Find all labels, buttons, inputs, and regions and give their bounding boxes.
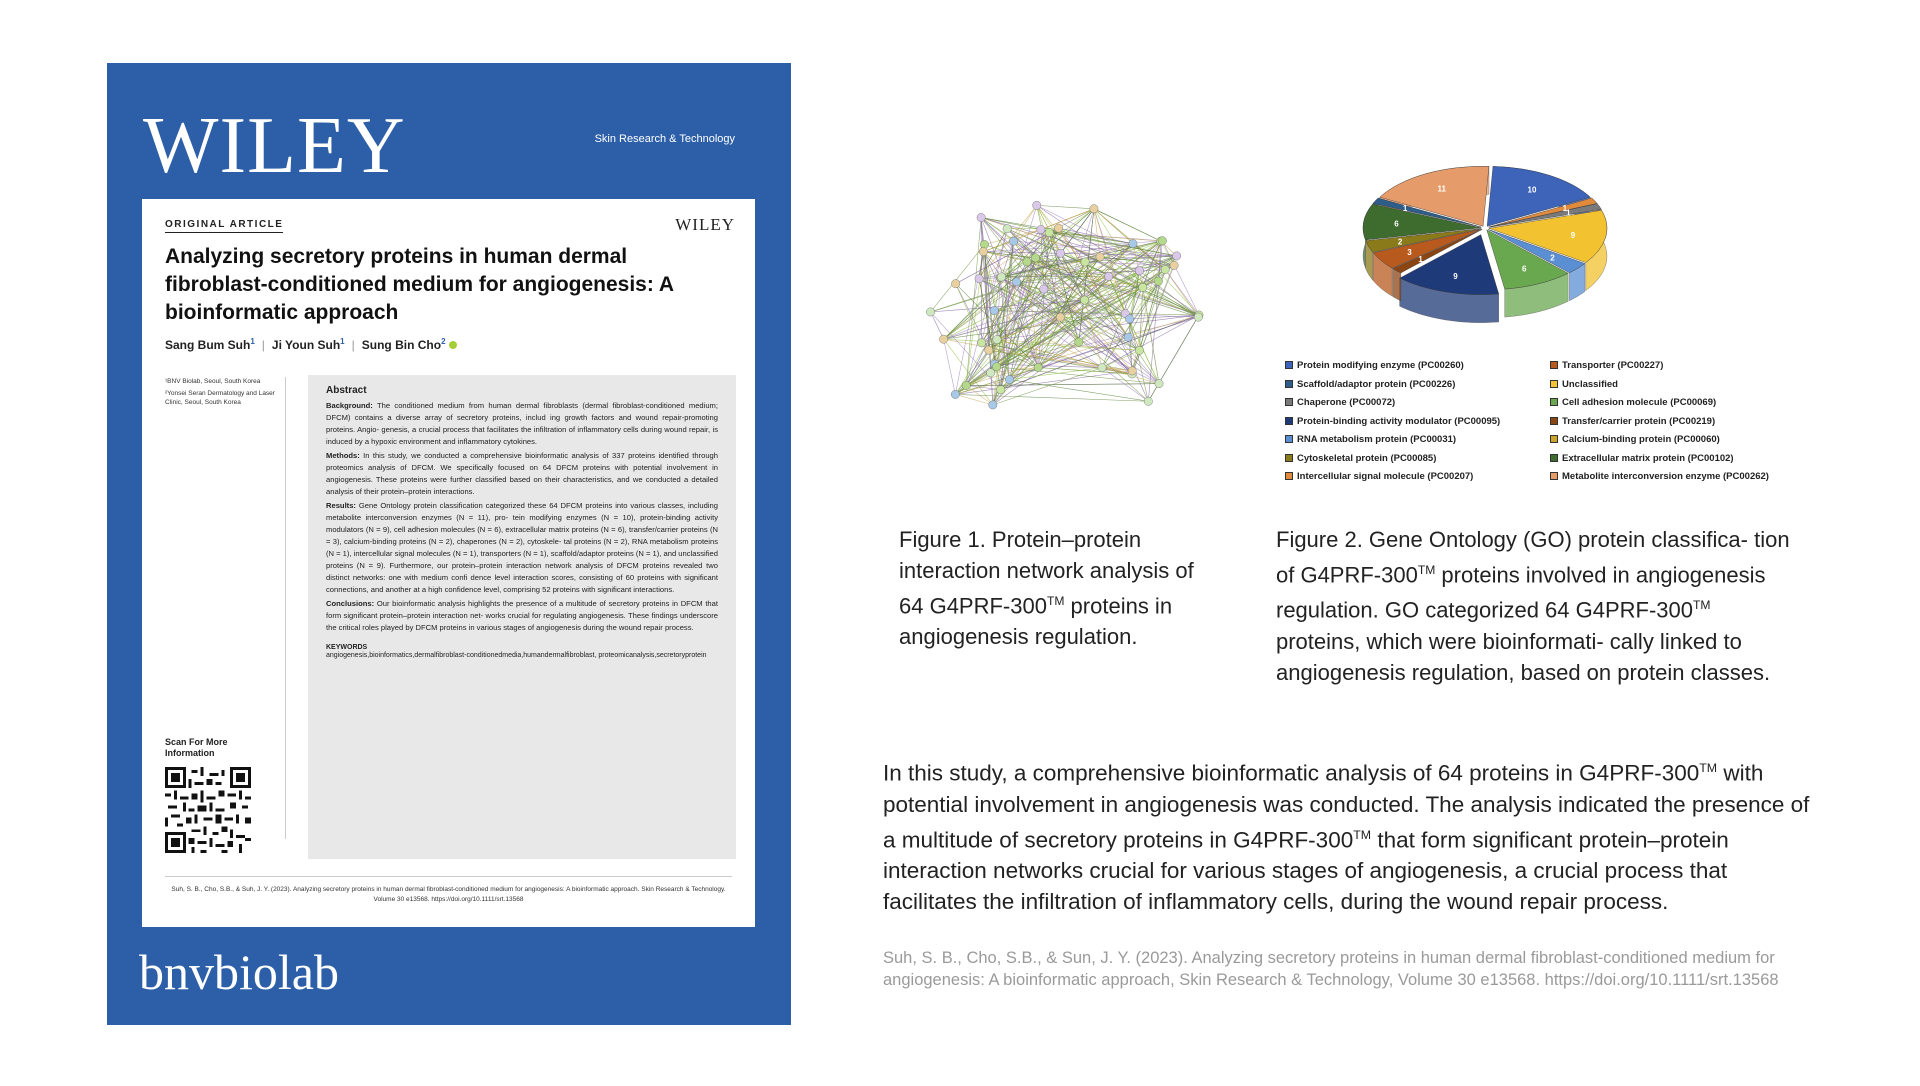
abstract-text: Gene Ontology protein classification categorized these 64 DFCM proteins into various classes, including metabolite interconversion enzymes (N = 11), pro- tein modifying enzymes (N = 10), protein-binding activity modulators (N = 9), cell adhesion molecules (N = 6), extracellular matrix proteins (N = 6), transfer/carrier proteins (N = 3), calcium-binding proteins (N = 2), chaperones (N = 2), cytoskele- tal proteins (N = 2), RNA metabolism proteins (N = 1), intercellular signal molecules (N = 1), transporters (N = 1), scaffold/adaptor proteins (N = 1), and unclassified proteins (N = 9). Furthermore, our protein–protein interaction network analysis of DFCM proteins revealed two distinct networks: one with medium confi dence level interaction scores, consisting of 60 proteins with significant connections, and another at a high confidence level, comprising 52 proteins with significant interactions. xyxy=(326,501,718,594)
pie-value-label: 3 xyxy=(1407,247,1412,257)
legend-swatch xyxy=(1285,435,1293,443)
legend-swatch xyxy=(1285,380,1293,388)
network-node xyxy=(1009,237,1017,245)
author-separator: | xyxy=(351,338,355,352)
legend-label: Metabolite interconversion enzyme (PC00262) xyxy=(1562,471,1769,482)
network-node xyxy=(997,273,1005,281)
legend-swatch xyxy=(1285,361,1293,369)
network-node xyxy=(977,339,985,347)
legend-swatch xyxy=(1285,472,1293,480)
legend-item xyxy=(1285,450,1500,469)
network-edge xyxy=(931,312,944,339)
legend-item xyxy=(1285,413,1500,432)
legend-item xyxy=(1285,468,1500,487)
pie-value-label: 1 xyxy=(1418,255,1423,265)
abstract-text: Our bioinformatic analysis highlights the presence of a multitude of secretory proteins in DFCM that form significant protein–protein interaction net- works crucial for regulating angiogenesis. These findings underscore the critical roles played by DFCM proteins in various stages of angiogenesis during the wound repair process. xyxy=(326,599,718,632)
network-node xyxy=(1012,278,1020,286)
legend-column-right xyxy=(1550,357,1769,487)
legend-label: Intercellular signal molecule (PC00207) xyxy=(1297,471,1474,482)
legend-swatch xyxy=(1285,417,1293,425)
network-node xyxy=(926,308,934,316)
legend-label: Extracellular matrix protein (PC00102) xyxy=(1562,452,1734,464)
network-edge xyxy=(1037,205,1094,208)
network-node xyxy=(1023,258,1031,266)
legend-item xyxy=(1285,431,1500,450)
network-node xyxy=(1080,296,1088,304)
legend-swatch xyxy=(1550,472,1558,480)
abstract-text: In this study, we conducted a comprehensive bioinformatic analysis of 337 proteins identified through proteomics analysis of DFCM. We specifically focused on 64 DFCM proteins with potential involvement in angiogenesis. These proteins were further classified based on their characteristics, and we conducted a detailed analysis of their protein–protein interactions. xyxy=(326,451,718,496)
legend-swatch xyxy=(1550,435,1558,443)
network-node xyxy=(1135,267,1143,275)
network-node xyxy=(1135,346,1143,354)
network-node xyxy=(939,335,947,343)
protein-network-figure xyxy=(890,175,1220,455)
network-node xyxy=(979,247,987,255)
summary-text: with potential involvement in angiogenesis was conducted. The analysis indicated the presence of a multitude of secretory proteins in G4PRF-300 xyxy=(883,760,1810,852)
network-node xyxy=(951,390,959,398)
column-divider xyxy=(285,377,286,839)
abstract-section xyxy=(326,450,718,498)
legend-swatch xyxy=(1550,361,1558,369)
network-node xyxy=(997,386,1005,394)
network-node xyxy=(962,381,970,389)
network-node xyxy=(989,401,997,409)
legend-label: Transfer/carrier protein (PC00219) xyxy=(1562,415,1716,427)
caption-text: proteins involved in angiogenesis regulation. GO categorized 64 G4PRF-300 xyxy=(1276,562,1766,623)
reference-citation: Suh, S. B., Cho, S.B., & Sun, J. Y. (2023). Analyzing secretory proteins in human dermal fibroblast-conditioned medium for angiogenesis: A bioinformatic approach, Skin Research & Technology, Volume 30 e13568. https://doi.org/10.1111/srt.13568 xyxy=(883,949,1779,989)
legend-item xyxy=(1550,376,1769,395)
legend-item xyxy=(1550,431,1769,450)
pie-value-label: 6 xyxy=(1394,219,1399,229)
go-pie-chart xyxy=(1340,150,1630,340)
abstract-label: Results: xyxy=(326,501,356,510)
network-node xyxy=(1128,367,1136,375)
network-edge xyxy=(956,284,982,343)
network-edge xyxy=(1009,380,1148,402)
caption-text: proteins, which were bioinformati- cally linked to angiogenesis regulation, based on protein classes. xyxy=(1276,628,1771,685)
paper-citation: Suh, S. B., Cho, S.B., & Suh, J. Y. (2023). Analyzing secretory proteins in human dermal fibroblast-conditioned medium for angiogenesis: A bioinformatic approach. Skin Research & Technology. Volume 30 e13568. https://doi.org/10.1111/srt.13568 xyxy=(171,886,726,903)
legend-label: Calcium-binding protein (PC00060) xyxy=(1562,434,1720,445)
author-separator: | xyxy=(261,338,265,352)
affiliation: ¹BNV Biolab, Seoul, South Korea xyxy=(165,378,261,385)
abstract-label: Background: xyxy=(326,401,373,410)
network-node xyxy=(951,280,959,288)
legend-swatch xyxy=(1550,454,1558,462)
legend-column-left xyxy=(1285,357,1500,487)
legend-swatch xyxy=(1285,454,1293,462)
network-node xyxy=(1054,224,1062,232)
network-node xyxy=(1056,249,1064,257)
affiliation: ²Yonsei Seran Dermatology and Laser Clinic, Seoul, South Korea xyxy=(165,390,275,406)
network-node xyxy=(1056,313,1064,321)
legend-swatch xyxy=(1550,417,1558,425)
bnvbiolab-logo: bnvbiolab xyxy=(139,944,339,1000)
network-node xyxy=(1172,252,1180,260)
pie-value-label: 6 xyxy=(1522,264,1527,274)
trademark: TM xyxy=(1353,827,1372,842)
network-node xyxy=(993,335,1001,343)
wiley-logo: WILEY xyxy=(143,102,406,190)
legend-swatch xyxy=(1285,398,1293,406)
article-type: ORIGINAL ARTICLE xyxy=(165,219,283,233)
network-node xyxy=(1031,254,1039,262)
network-edge xyxy=(955,394,1148,401)
legend-item xyxy=(1285,357,1500,376)
abstract-box xyxy=(308,375,736,859)
network-node xyxy=(1090,205,1098,213)
abstract-heading: Abstract xyxy=(326,385,367,396)
pie-value-label: 1 xyxy=(1566,208,1571,218)
footer-divider xyxy=(165,876,732,877)
legend-swatch xyxy=(1550,380,1558,388)
wiley-small-logo: WILEY xyxy=(675,215,735,234)
network-node xyxy=(1037,225,1045,233)
network-edge xyxy=(955,394,992,404)
network-node xyxy=(1144,397,1152,405)
summary-text: In this study, a comprehensive bioinformatic analysis of 64 proteins in G4PRF-300 xyxy=(883,760,1700,786)
pie-value-label: 10 xyxy=(1527,185,1537,195)
author-name: Ji Youn Suh xyxy=(271,338,341,352)
abstract-text: The conditioned medium from human dermal fibroblasts (dermal fibroblast-conditioned medium; DFCM) contains a diverse array of secretory proteins, includ ing growth factors and wound repair-promoting proteins. Angio- genesis, a crucial process that facilitates the infiltration of inflammatory cells during wound repair, is induced by a hypoxic environment and inflammatory cytokines. xyxy=(326,401,718,446)
author-name: Sung Bin Cho xyxy=(361,338,442,352)
network-node xyxy=(1158,237,1166,245)
abstract-section xyxy=(326,500,718,596)
network-node xyxy=(1129,239,1137,247)
author-list xyxy=(165,337,457,352)
legend-item xyxy=(1550,450,1769,469)
pie-value-label: 2 xyxy=(1397,237,1403,247)
network-node xyxy=(1003,225,1011,233)
network-node xyxy=(1154,277,1162,285)
network-node xyxy=(975,275,983,283)
network-node xyxy=(986,369,994,377)
orcid-icon[interactable] xyxy=(449,341,457,349)
network-node xyxy=(1125,315,1133,323)
legend-item xyxy=(1285,394,1500,413)
legend-item xyxy=(1550,394,1769,413)
network-node xyxy=(985,346,993,354)
network-edges xyxy=(931,205,1199,405)
network-node xyxy=(1098,363,1106,371)
pie-value-label: 1 xyxy=(1402,204,1408,214)
abstract-label: Methods: xyxy=(326,451,360,460)
legend-label: Transporter (PC00227) xyxy=(1562,360,1664,371)
network-node xyxy=(1161,265,1169,273)
abstract-label: Conclusions: xyxy=(326,599,375,608)
legend-item xyxy=(1550,357,1769,376)
legend-label: Unclassified xyxy=(1562,378,1618,390)
figure1-caption xyxy=(899,524,1219,652)
journal-name: Skin Research & Technology xyxy=(594,133,735,145)
network-node xyxy=(1139,283,1147,291)
legend-item xyxy=(1550,413,1769,432)
legend-label: RNA metabolism protein (PC00031) xyxy=(1297,434,1457,445)
journal-poster xyxy=(107,63,791,1025)
trademark: TM xyxy=(1693,598,1711,613)
network-node xyxy=(1034,363,1042,371)
pie-slice-side xyxy=(1393,268,1401,300)
paper-first-page xyxy=(142,199,755,927)
network-node xyxy=(1124,333,1132,341)
network-node xyxy=(1155,379,1163,387)
summary-paragraph xyxy=(883,753,1823,917)
legend-label: Scaffold/adaptor protein (PC00226) xyxy=(1297,378,1456,390)
network-node xyxy=(1005,375,1013,383)
legend-label: Chaperone (PC00072) xyxy=(1297,397,1396,408)
network-node xyxy=(1096,253,1104,261)
keywords-heading: KEYWORDS xyxy=(326,644,368,651)
affiliations xyxy=(165,377,275,407)
author-name: Sang Bum Suh xyxy=(165,338,251,352)
pie-value-label: 2 xyxy=(1550,253,1555,263)
abstract-section xyxy=(326,400,718,448)
network-node xyxy=(1081,258,1089,266)
network-node xyxy=(990,306,998,314)
network-node xyxy=(1104,272,1112,280)
author-sup: 1 xyxy=(340,337,345,346)
network-node xyxy=(1045,228,1053,236)
trademark: TM xyxy=(1046,594,1065,608)
author-sup: 1 xyxy=(250,337,255,346)
paper-title: Analyzing secretory proteins in human dermal fibroblast-conditioned medium for angiogenesis: A bioinformatic approach xyxy=(165,245,674,324)
caption-text: Figure 1. Protein–protein interaction network analysis of 64 G4PRF-300 xyxy=(899,527,1194,619)
legend-swatch xyxy=(1550,398,1558,406)
summary-text: that form significant protein–protein interaction networks crucial for various stages of angiogenesis, a crucial process that facilitates the infiltration of inflammatory cells, during the wound repair process. xyxy=(883,827,1729,914)
keywords: angiogenesis,bioinformatics,dermalfibroblast-conditionedmedia,humandermalfibroblast, proteomicanalysis,secretoryprotein xyxy=(326,652,707,659)
legend-item xyxy=(1550,468,1769,487)
caption-text: proteins in angiogenesis regulation. xyxy=(899,593,1173,650)
qr-code-icon[interactable] xyxy=(165,767,251,853)
abstract-section xyxy=(326,598,718,634)
legend-label: Protein-binding activity modulator (PC00095) xyxy=(1297,415,1501,427)
pie-value-label: 11 xyxy=(1437,184,1447,194)
pie-value-label: 9 xyxy=(1570,230,1576,240)
network-node xyxy=(1075,338,1083,346)
network-node xyxy=(977,213,985,221)
author-sup: 2 xyxy=(441,337,446,346)
pie-value-label: 1 xyxy=(1562,204,1568,214)
network-node xyxy=(1194,313,1202,321)
trademark: TM xyxy=(1699,761,1718,775)
pie-value-label: 9 xyxy=(1453,271,1458,281)
figure2-caption xyxy=(1276,524,1796,688)
network-node xyxy=(1040,285,1048,293)
network-node xyxy=(1033,201,1041,209)
network-edge xyxy=(1001,276,1108,277)
legend-label: Cell adhesion molecule (PC00069) xyxy=(1562,397,1717,408)
scan-label: Scan For More Information xyxy=(165,737,228,758)
legend-label: Cytoskeletal protein (PC00085) xyxy=(1297,452,1437,464)
legend-item xyxy=(1285,376,1500,395)
legend-label: Protein modifying enzyme (PC00260) xyxy=(1297,360,1464,371)
caption-text: Figure 2. Gene Ontology (GO) protein classifica- tion of G4PRF-300 xyxy=(1276,527,1790,588)
network-node xyxy=(1170,261,1178,269)
trademark: TM xyxy=(1417,563,1436,577)
